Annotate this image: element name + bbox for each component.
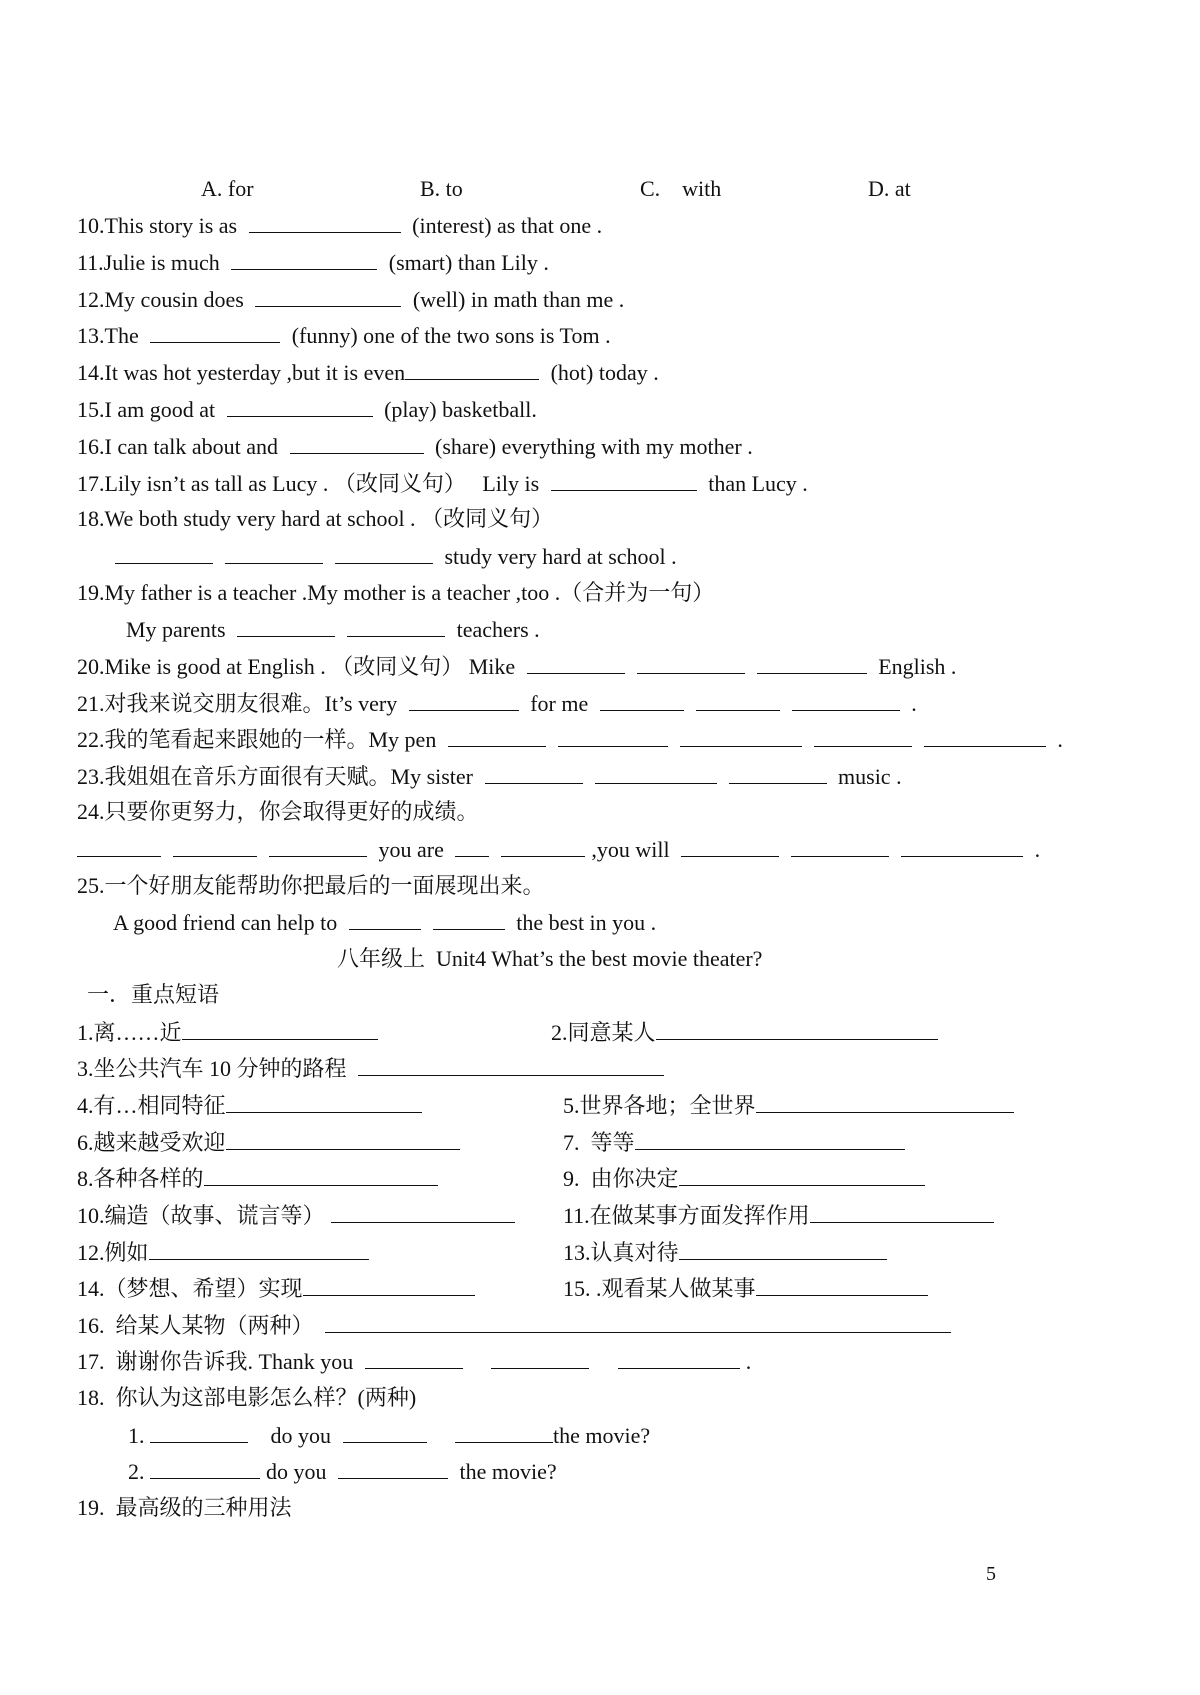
answer-blank[interactable] — [249, 210, 401, 233]
question-11: 11.Julie is much (smart) than Lily . — [77, 247, 549, 278]
option-c: C. with — [640, 176, 722, 201]
question-25-answer: A good friend can help to the best in you . — [113, 907, 656, 938]
answer-blank[interactable] — [255, 284, 401, 307]
phrase-3: 3.坐公共汽车 10 分钟的路程 — [77, 1053, 670, 1084]
answer-blank[interactable] — [343, 1420, 427, 1443]
answer-blank[interactable] — [901, 834, 1023, 857]
answer-blank[interactable] — [679, 1163, 925, 1186]
question-18: 18.We both study very hard at school . （改同义句） — [77, 506, 554, 531]
question-22: 22.我的笔看起来跟她的一样。My pen . — [77, 724, 1063, 755]
question-10: 10.This story is as (interest) as that one . — [77, 210, 602, 241]
question-12: 12.My cousin does (well) in math than me . — [77, 284, 624, 315]
answer-blank[interactable] — [338, 1456, 448, 1479]
answer-blank[interactable] — [527, 651, 625, 674]
answer-blank[interactable] — [491, 1346, 589, 1369]
phrase-12: 12.例如 — [77, 1237, 375, 1268]
answer-blank[interactable] — [637, 651, 745, 674]
phrase-19: 19. 最高级的三种用法 — [77, 1495, 292, 1520]
answer-blank[interactable] — [791, 834, 889, 857]
answer-blank[interactable] — [405, 357, 539, 380]
phrase-18-option-1: 1. do you the movie? — [128, 1420, 650, 1451]
question-19: 19.My father is a teacher .My mother is a teacher ,too .（合并为一句） — [77, 580, 715, 605]
section-title: 一．重点短语 — [87, 982, 220, 1007]
phrase-8: 8.各种各样的 — [77, 1163, 444, 1194]
answer-blank[interactable] — [237, 614, 335, 637]
answer-blank[interactable] — [325, 1310, 951, 1333]
question-24: 24.只要你更努力，你会取得更好的成绩。 — [77, 799, 479, 824]
answer-blank[interactable] — [756, 1273, 928, 1296]
answer-blank[interactable] — [182, 1017, 378, 1040]
answer-blank[interactable] — [924, 724, 1046, 747]
answer-blank[interactable] — [290, 431, 424, 454]
answer-blank[interactable] — [173, 834, 257, 857]
question-21: 21.对我来说交朋友很难。It’s very for me . — [77, 688, 917, 719]
answer-blank[interactable] — [115, 541, 213, 564]
question-19-answer: My parents teachers . — [126, 614, 540, 645]
answer-blank[interactable] — [409, 688, 519, 711]
answer-blank[interactable] — [455, 1420, 553, 1443]
phrase-7: 7. 等等 — [563, 1127, 911, 1158]
answer-blank[interactable] — [349, 907, 421, 930]
answer-blank[interactable] — [150, 320, 280, 343]
phrase-15: 15. .观看某人做某事 — [563, 1273, 934, 1304]
answer-blank[interactable] — [226, 1127, 460, 1150]
answer-blank[interactable] — [810, 1200, 994, 1223]
question-25: 25.一个好朋友能帮助你把最后的一面展现出来。 — [77, 873, 545, 898]
unit-title: 八年级上 Unit4 What’s the best movie theater? — [337, 946, 763, 971]
answer-blank[interactable] — [227, 394, 373, 417]
phrase-11: 11.在做某事方面发挥作用 — [563, 1200, 1000, 1231]
answer-blank[interactable] — [347, 614, 445, 637]
answer-blank[interactable] — [595, 761, 717, 784]
phrase-4: 4.有…相同特征 — [77, 1090, 428, 1121]
answer-blank[interactable] — [303, 1273, 475, 1296]
answer-blank[interactable] — [225, 541, 323, 564]
option-d: D. at — [868, 176, 911, 201]
answer-blank[interactable] — [756, 1090, 1014, 1113]
question-17: 17.Lily isn’t as tall as Lucy . （改同义句） Lily is than Lucy . — [77, 468, 808, 499]
answer-blank[interactable] — [358, 1053, 664, 1076]
option-a: A. for — [201, 176, 254, 201]
answer-blank[interactable] — [335, 541, 433, 564]
answer-blank[interactable] — [204, 1163, 438, 1186]
question-13: 13.The (funny) one of the two sons is Tom . — [77, 320, 611, 351]
answer-blank[interactable] — [231, 247, 377, 270]
question-14: 14.It was hot yesterday ,but it is even (hot) today . — [77, 357, 659, 388]
answer-blank[interactable] — [331, 1200, 515, 1223]
question-18-answer: study very hard at school . — [109, 541, 677, 572]
answer-blank[interactable] — [696, 688, 780, 711]
answer-blank[interactable] — [635, 1127, 905, 1150]
phrase-13: 13.认真对待 — [563, 1237, 893, 1268]
answer-blank[interactable] — [365, 1346, 463, 1369]
option-b: B. to — [420, 176, 463, 201]
answer-blank[interactable] — [680, 724, 802, 747]
phrase-16: 16. 给某人某物（两种） — [77, 1310, 957, 1341]
answer-blank[interactable] — [679, 1237, 887, 1260]
answer-blank[interactable] — [150, 1456, 260, 1479]
question-20: 20.Mike is good at English . （改同义句） Mike English . — [77, 651, 956, 682]
answer-blank[interactable] — [757, 651, 867, 674]
answer-blank[interactable] — [618, 1346, 740, 1369]
answer-blank[interactable] — [792, 688, 900, 711]
answer-blank[interactable] — [600, 688, 684, 711]
answer-blank[interactable] — [681, 834, 779, 857]
page-number: 5 — [986, 1563, 996, 1585]
phrase-1: 1.离……近 — [77, 1017, 384, 1048]
phrase-9: 9. 由你决定 — [563, 1163, 931, 1194]
question-24-answer: you are ,you will . — [77, 834, 1040, 865]
answer-blank[interactable] — [656, 1017, 938, 1040]
answer-blank[interactable] — [433, 907, 505, 930]
phrase-6: 6.越来越受欢迎 — [77, 1127, 466, 1158]
answer-blank[interactable] — [501, 834, 585, 857]
phrase-17: 17. 谢谢你告诉我. Thank you . — [77, 1346, 751, 1377]
answer-blank[interactable] — [558, 724, 668, 747]
answer-blank[interactable] — [149, 1237, 369, 1260]
phrase-18: 18. 你认为这部电影怎么样？(两种) — [77, 1385, 417, 1410]
question-15: 15.I am good at (play) basketball. — [77, 394, 537, 425]
phrase-2: 2.同意某人 — [551, 1017, 944, 1048]
answer-blank[interactable] — [551, 468, 697, 491]
answer-blank[interactable] — [226, 1090, 422, 1113]
answer-blank[interactable] — [455, 834, 489, 857]
phrase-14: 14.（梦想、希望）实现 — [77, 1273, 481, 1304]
answer-blank[interactable] — [150, 1420, 248, 1443]
answer-blank[interactable] — [814, 724, 912, 747]
question-23: 23.我姐姐在音乐方面很有天赋。My sister music . — [77, 761, 902, 792]
phrase-10: 10.编造（故事、谎言等） — [77, 1200, 521, 1231]
answer-blank[interactable] — [269, 834, 367, 857]
answer-blank[interactable] — [729, 761, 827, 784]
question-16: 16.I can talk about and (share) everything with my mother . — [77, 431, 753, 462]
phrase-18-option-2: 2. do you the movie? — [128, 1456, 557, 1487]
phrase-5: 5.世界各地；全世界 — [563, 1090, 1020, 1121]
answer-blank[interactable] — [485, 761, 583, 784]
answer-blank[interactable] — [77, 834, 161, 857]
answer-blank[interactable] — [448, 724, 546, 747]
